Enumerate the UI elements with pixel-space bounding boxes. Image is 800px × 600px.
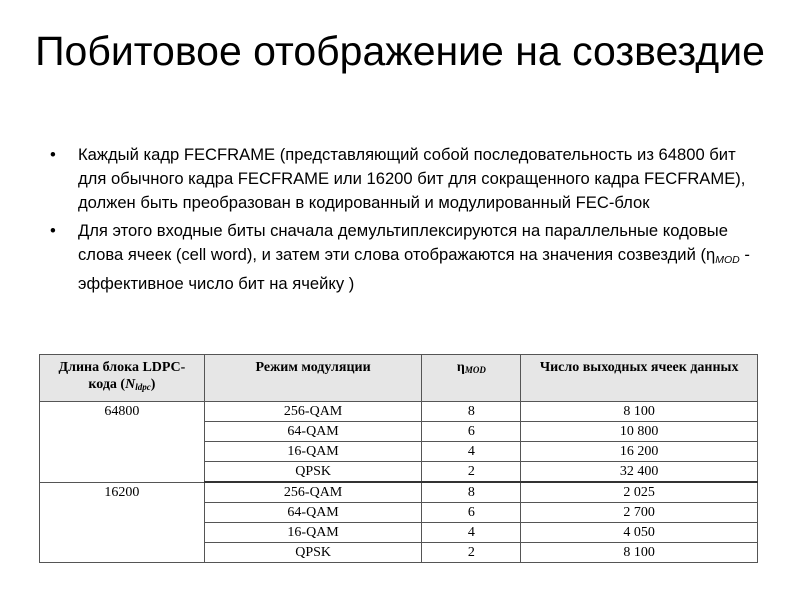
cell-eta: 4 bbox=[422, 442, 521, 462]
bullet-text-end: - эффективное число бит на ячейку ) bbox=[78, 245, 750, 293]
bullet-dot-icon: • bbox=[50, 221, 56, 240]
cell-eta: 2 bbox=[422, 462, 521, 483]
cell-output-cells: 10 800 bbox=[521, 422, 758, 442]
cell-eta: 8 bbox=[422, 402, 521, 422]
cell-output-cells: 32 400 bbox=[521, 462, 758, 483]
header-close-paren: ) bbox=[150, 377, 156, 392]
cell-output-cells: 2 025 bbox=[521, 482, 758, 503]
cell-eta: 6 bbox=[422, 503, 521, 523]
cell-mode: 256-QAM bbox=[204, 482, 422, 503]
cell-eta: 2 bbox=[422, 543, 521, 563]
cell-mode: QPSK bbox=[204, 462, 422, 483]
cell-eta: 4 bbox=[422, 523, 521, 543]
cell-eta: 8 bbox=[422, 482, 521, 503]
cell-mode: 256-QAM bbox=[204, 402, 422, 422]
header-n-symbol: N bbox=[125, 377, 136, 392]
cell-output-cells: 8 100 bbox=[521, 543, 758, 563]
ldpc-modulation-table bbox=[39, 354, 758, 563]
bullet-list bbox=[50, 143, 760, 300]
header-n-subscript: ldpc bbox=[135, 382, 151, 392]
table-row bbox=[40, 482, 758, 503]
cell-block-length: 64800 bbox=[40, 402, 205, 483]
cell-mode: 16-QAM bbox=[204, 442, 422, 462]
slide-title: Побитовое отображение на созвездие bbox=[35, 28, 765, 74]
cell-mode: 64-QAM bbox=[204, 422, 422, 442]
bullet-dot-icon: • bbox=[50, 145, 56, 164]
header-eta-mod bbox=[422, 355, 521, 402]
bullet-item bbox=[50, 219, 760, 296]
header-block-length-line2: кода ( bbox=[88, 377, 126, 392]
header-modulation-mode: Режим модуляции bbox=[204, 355, 422, 402]
cell-output-cells: 2 700 bbox=[521, 503, 758, 523]
bullet-item bbox=[50, 143, 760, 215]
header-eta-symbol: η bbox=[456, 360, 465, 375]
cell-mode: QPSK bbox=[204, 543, 422, 563]
table-header-row bbox=[40, 355, 758, 402]
table-row bbox=[40, 402, 758, 422]
bullet-text-start: Для этого входные биты сначала демультиплексируются на параллельные кодовые слова ячеек (cell word), и затем эти слова отображаются на значения созвездий (η bbox=[78, 221, 728, 264]
cell-output-cells: 8 100 bbox=[521, 402, 758, 422]
header-block-length bbox=[40, 355, 205, 402]
cell-output-cells: 16 200 bbox=[521, 442, 758, 462]
cell-mode: 16-QAM bbox=[204, 523, 422, 543]
cell-eta: 6 bbox=[422, 422, 521, 442]
cell-block-length: 16200 bbox=[40, 482, 205, 563]
cell-output-cells: 4 050 bbox=[521, 523, 758, 543]
header-block-length-line1: Длина блока LDPC- bbox=[58, 360, 186, 375]
header-eta-subscript: MOD bbox=[464, 365, 486, 375]
cell-mode: 64-QAM bbox=[204, 503, 422, 523]
eta-subscript: MOD bbox=[715, 254, 740, 266]
bullet-text: Каждый кадр FECFRAME (представляющий собой последовательность из 64800 бит для обычного кадра FECFRAME или 16200 бит для сокращенного кадра FECFRAME), должен быть преобразован в кодированный и модулированный FEC-блок bbox=[78, 145, 746, 212]
header-output-cells: Число выходных ячеек данных bbox=[521, 355, 758, 402]
